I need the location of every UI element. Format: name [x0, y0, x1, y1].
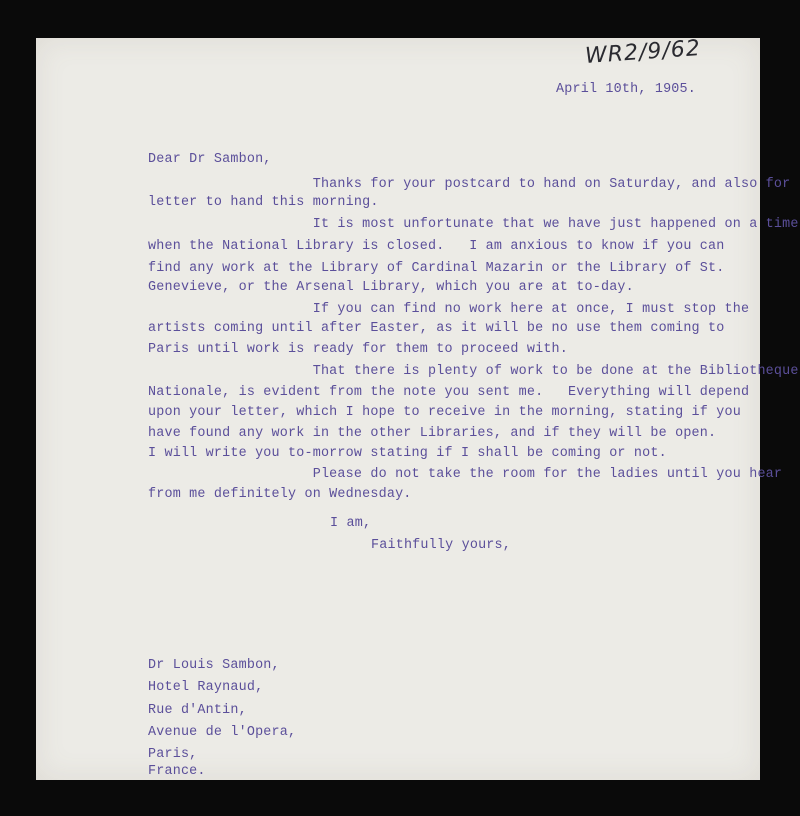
- body-line: have found any work in the other Libraries, and if they will be open.: [148, 426, 717, 441]
- address-line: France.: [148, 764, 206, 779]
- body-line: I will write you to-morrow stating if I shall be coming or not.: [148, 446, 667, 461]
- body-line: Nationale, is evident from the note you sent me. Everything will depend: [148, 385, 750, 400]
- body-line: from me definitely on Wednesday.: [148, 487, 412, 502]
- body-line: Genevieve, or the Arsenal Library, which you are at to-day.: [148, 280, 634, 295]
- address-line: Hotel Raynaud,: [148, 680, 264, 695]
- body-line: artists coming until after Easter, as it will be no use them coming to: [148, 321, 725, 336]
- body-line: If you can find no work here at once, I must stop the: [148, 302, 750, 317]
- body-line: Please do not take the room for the ladies until you hear: [148, 467, 783, 482]
- body-line: letter to hand this morning.: [148, 195, 379, 210]
- body-line: when the National Library is closed. I am anxious to know if you can: [148, 239, 725, 254]
- body-line: upon your letter, which I hope to receive in the morning, stating if you: [148, 405, 741, 420]
- address-line: Dr Louis Sambon,: [148, 658, 280, 673]
- archive-reference: WR2/9/62: [584, 35, 702, 70]
- letter-date: April 10th, 1905.: [556, 82, 697, 97]
- closing-line: I am,: [330, 516, 372, 531]
- body-line: That there is plenty of work to be done at the Bibliotheque: [148, 364, 799, 379]
- address-line: Rue d'Antin,: [148, 703, 247, 718]
- salutation: Dear Dr Sambon,: [148, 152, 272, 167]
- body-line: Paris until work is ready for them to proceed with.: [148, 342, 569, 357]
- address-line: Avenue de l'Opera,: [148, 725, 297, 740]
- body-line: find any work at the Library of Cardinal Mazarin or the Library of St.: [148, 261, 725, 276]
- body-line: It is most unfortunate that we have just happened on a time: [148, 217, 799, 232]
- address-line: Paris,: [148, 747, 198, 762]
- body-line: Thanks for your postcard to hand on Saturday, and also for: [148, 177, 791, 192]
- closing-signoff: Faithfully yours,: [371, 538, 512, 553]
